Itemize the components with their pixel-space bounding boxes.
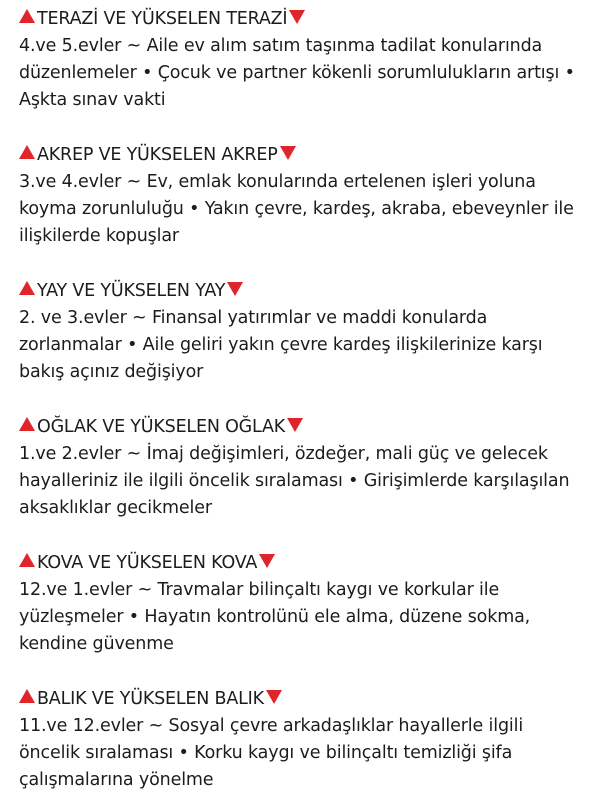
red-triangle-up-icon [19, 553, 35, 567]
red-triangle-down-icon [227, 282, 243, 296]
heading-text: KOVA VE YÜKSELEN KOVA [37, 553, 258, 573]
sign-section-balik [19, 686, 588, 794]
section-body: 1.ve 2.evler ~ İmaj değişimleri, özdeğer, mali güç ve gelecek hayalleriniz ile ilgili öncelik sıralaması • Girişimlerde karşılaşılan aksaklıklar gecikmeler [19, 444, 570, 518]
sign-section-terazi [19, 6, 588, 114]
red-triangle-down-icon [280, 146, 296, 160]
section-heading [19, 414, 588, 441]
heading-text: OĞLAK VE YÜKSELEN OĞLAK [37, 417, 286, 437]
section-body: 4.ve 5.evler ~ Aile ev alım satım taşınma tadilat konularında düzenlemeler • Çocuk ve partner kökenli sorumlulukların artışı • Aşkta sınav vakti [19, 36, 575, 110]
section-body: 3.ve 4.evler ~ Ev, emlak konularında ertelenen işleri yoluna koyma zorunluluğu • Yakın çevre, kardeş, akraba, ebeveynler ile ilişkilerde kopuşlar [19, 172, 574, 246]
sign-section-yay [19, 278, 588, 386]
red-triangle-up-icon [19, 281, 35, 295]
red-triangle-up-icon [19, 9, 35, 23]
sign-section-kova [19, 550, 588, 658]
section-heading [19, 686, 588, 713]
heading-text: AKREP VE YÜKSELEN AKREP [37, 145, 278, 165]
sign-section-akrep [19, 142, 588, 250]
red-triangle-down-icon [287, 418, 303, 432]
section-heading [19, 142, 588, 169]
section-body: 11.ve 12.evler ~ Sosyal çevre arkadaşlıklar hayallerle ilgili öncelik sıralaması • Korku kaygı ve bilinçaltı temizliği şifa çalışmalarına yönelme [19, 716, 524, 790]
section-heading [19, 278, 588, 305]
sign-section-oglak [19, 414, 588, 522]
red-triangle-up-icon [19, 689, 35, 703]
heading-text: YAY VE YÜKSELEN YAY [37, 281, 226, 301]
red-triangle-up-icon [19, 417, 35, 431]
section-heading [19, 550, 588, 577]
section-body: 12.ve 1.evler ~ Travmalar bilinçaltı kaygı ve korkular ile yüzleşmeler • Hayatın kontrolünü ele alma, düzene sokma, kendine güvenme [19, 580, 531, 654]
heading-text: BALIK VE YÜKSELEN BALIK [37, 689, 264, 709]
red-triangle-down-icon [289, 10, 305, 24]
heading-text: TERAZİ VE YÜKSELEN TERAZİ [37, 9, 288, 29]
section-heading [19, 6, 588, 33]
section-body: 2. ve 3.evler ~ Finansal yatırımlar ve maddi konularda zorlanmalar • Aile geliri yakın çevre kardeş ilişkilerinize karşı bakış açınız değişiyor [19, 308, 543, 382]
red-triangle-down-icon [266, 690, 282, 704]
red-triangle-down-icon [259, 554, 275, 568]
red-triangle-up-icon [19, 145, 35, 159]
